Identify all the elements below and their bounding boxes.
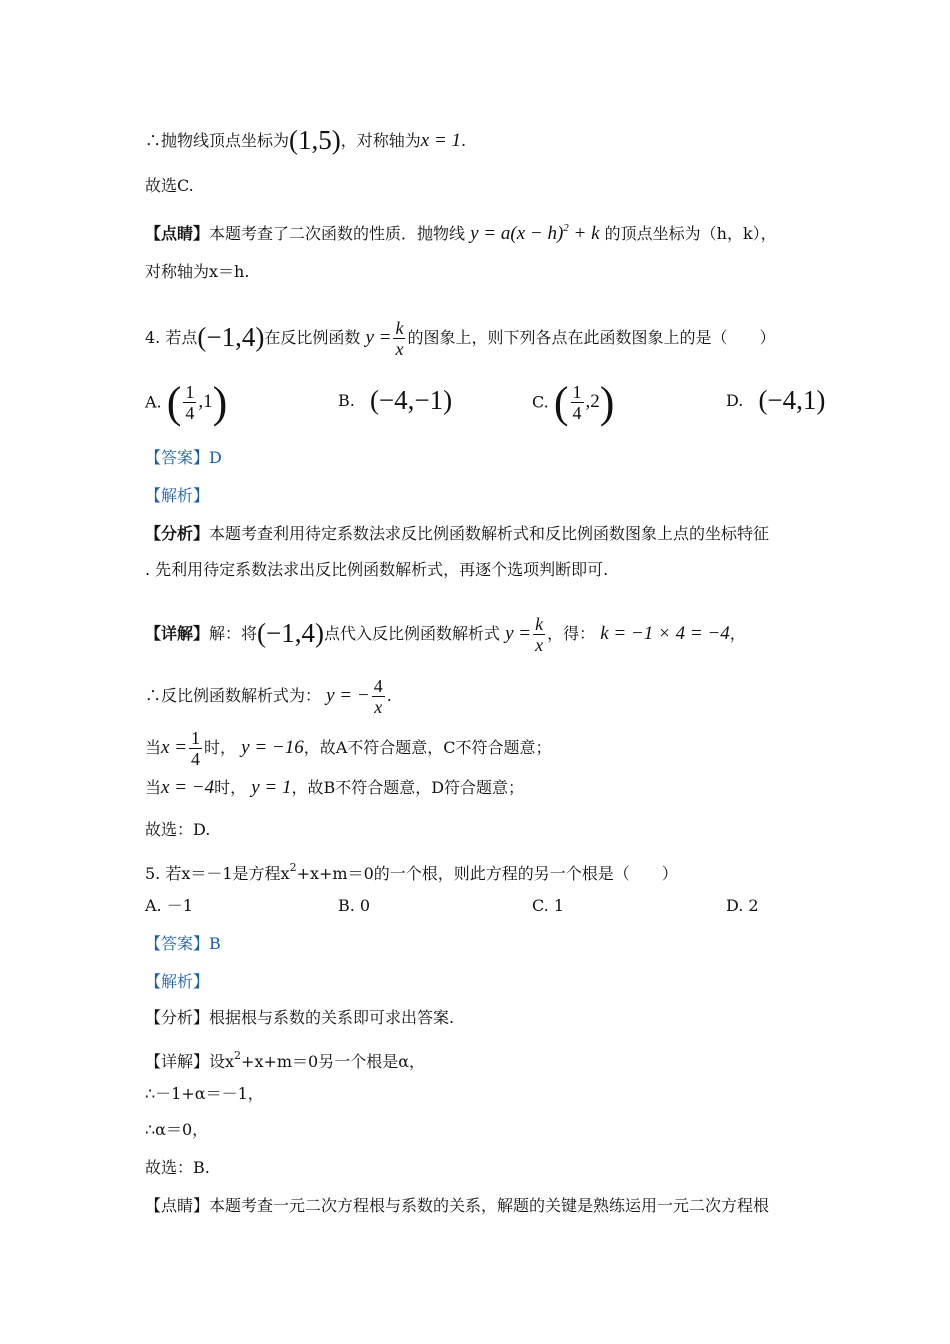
text: +x+m＝0的一个根，则此方程的另一个根是（ ） — [296, 864, 678, 883]
text-line — [145, 524, 769, 544]
fraction: $\frac{1}{4}$ — [185, 382, 195, 423]
option-a: A. －1 — [145, 896, 193, 915]
fraction: $\frac{4}{x}$ — [373, 676, 383, 717]
option-d: D. 2 — [726, 896, 759, 915]
math-equation: k = −1 × 4 = −4 — [600, 623, 730, 644]
text: 【详解】设x — [145, 1052, 235, 1071]
text: . — [461, 131, 467, 150]
text-line: 对称轴为x＝h. — [145, 262, 250, 281]
text-line: 【分析】根据根与系数的关系即可求出答案. — [145, 1008, 455, 1027]
analysis-label: 【解析】 — [145, 486, 210, 505]
text: ，故B不符合题意，D符合题意； — [291, 778, 525, 797]
math-equation: y = — [365, 327, 392, 348]
fraction: $\frac{1}{4}$ — [191, 728, 201, 769]
math-equation: x = −4 — [161, 777, 215, 798]
option-b: B. 0 — [338, 896, 371, 915]
text: +x+m＝0另一个根是α， — [241, 1052, 426, 1071]
math-point: (−1,4) — [257, 618, 324, 648]
math-equation: y = − — [326, 685, 370, 706]
question-4 — [145, 318, 775, 359]
math-equation: x = 1 — [420, 130, 462, 151]
text: 5. 若x＝－1是方程x — [145, 864, 290, 883]
analysis-label: 【解析】 — [145, 972, 210, 991]
answer-label: 【答案】B — [145, 934, 221, 953]
text: ∴反比例函数解析式为： — [145, 686, 322, 705]
text-line — [145, 728, 552, 769]
math-equation: y = −16 — [241, 737, 304, 758]
text-line: 故选：D. — [145, 820, 211, 839]
text: . — [386, 686, 392, 705]
fraction: $\frac{k}{x}$ — [535, 614, 544, 655]
text: 在反比例函数 — [264, 328, 361, 347]
text: ，得： — [547, 624, 596, 643]
text-line — [145, 614, 746, 655]
section-tag: 【分析】 — [145, 524, 210, 543]
text-line — [145, 778, 524, 798]
text: ， — [729, 624, 746, 643]
question-5 — [145, 858, 678, 884]
superscript: 2 — [234, 1049, 242, 1062]
text: ，故A不符合题意，C不符合题意； — [303, 738, 552, 757]
option-b: B. (−4,−1) — [338, 385, 453, 415]
math-point: (1,5) — [289, 125, 341, 155]
option-a: A. ( $\frac{1}{4}$ ,1) — [145, 378, 228, 427]
text: 的图象上，则下列各点在此函数图象上的是（ ） — [407, 328, 776, 347]
text-line: 故选：B. — [145, 1158, 210, 1177]
answer-label: 【答案】D — [145, 448, 222, 467]
text: 当 — [145, 738, 162, 757]
option-c: C. 1 — [532, 896, 565, 915]
math-equation: y = 1 — [251, 777, 292, 798]
text-line — [145, 218, 777, 244]
section-tag: 【详解】 — [145, 624, 210, 643]
fraction: $\frac{1}{4}$ — [572, 382, 582, 423]
text-line — [145, 125, 467, 155]
fraction: $\frac{k}{x}$ — [395, 318, 404, 359]
section-tag: 【点睛】 — [145, 224, 210, 243]
text-line: 【点睛】本题考查一元二次方程根与系数的关系，解题的关键是熟练运用一元二次方程根 — [145, 1196, 770, 1215]
text: 当 — [145, 778, 162, 797]
text: 4. 若点 — [145, 328, 198, 347]
text: 解：将 — [209, 624, 258, 643]
option-c: C. ( $\frac{1}{4}$ ,2) — [532, 378, 615, 427]
math-point: (−1,4) — [197, 322, 265, 352]
math-equation: x = — [161, 737, 188, 758]
math-equation: $y = a(x - h)^2 + k$ — [470, 222, 600, 244]
text-line: . 先利用待定系数法求出反比例函数解析式，再逐个选项判断即可. — [145, 560, 609, 579]
math-equation: y = — [505, 623, 532, 644]
text: 本题考查了二次函数的性质．抛物线 — [209, 224, 466, 243]
text-line: ∴－1+α＝－1， — [145, 1084, 264, 1103]
text: ∴抛物线顶点坐标为 — [145, 131, 290, 150]
text: ，对称轴为 — [340, 131, 421, 150]
text-line: ∴α＝0， — [145, 1120, 209, 1139]
text: 的顶点坐标为（h，k）， — [604, 224, 777, 243]
superscript: 2 — [289, 861, 297, 874]
text: 点代入反比例函数解析式 — [324, 624, 501, 643]
text-line — [145, 676, 392, 717]
text: 本题考查利用待定系数法求反比例函数解析式和反比例函数图象上点的坐标特征 — [209, 524, 770, 543]
text: 时， — [204, 738, 237, 757]
text: 时， — [214, 778, 247, 797]
text-line: 故选C. — [145, 176, 194, 195]
text-line — [145, 1046, 425, 1072]
option-d: D. (−4,1) — [726, 385, 826, 415]
